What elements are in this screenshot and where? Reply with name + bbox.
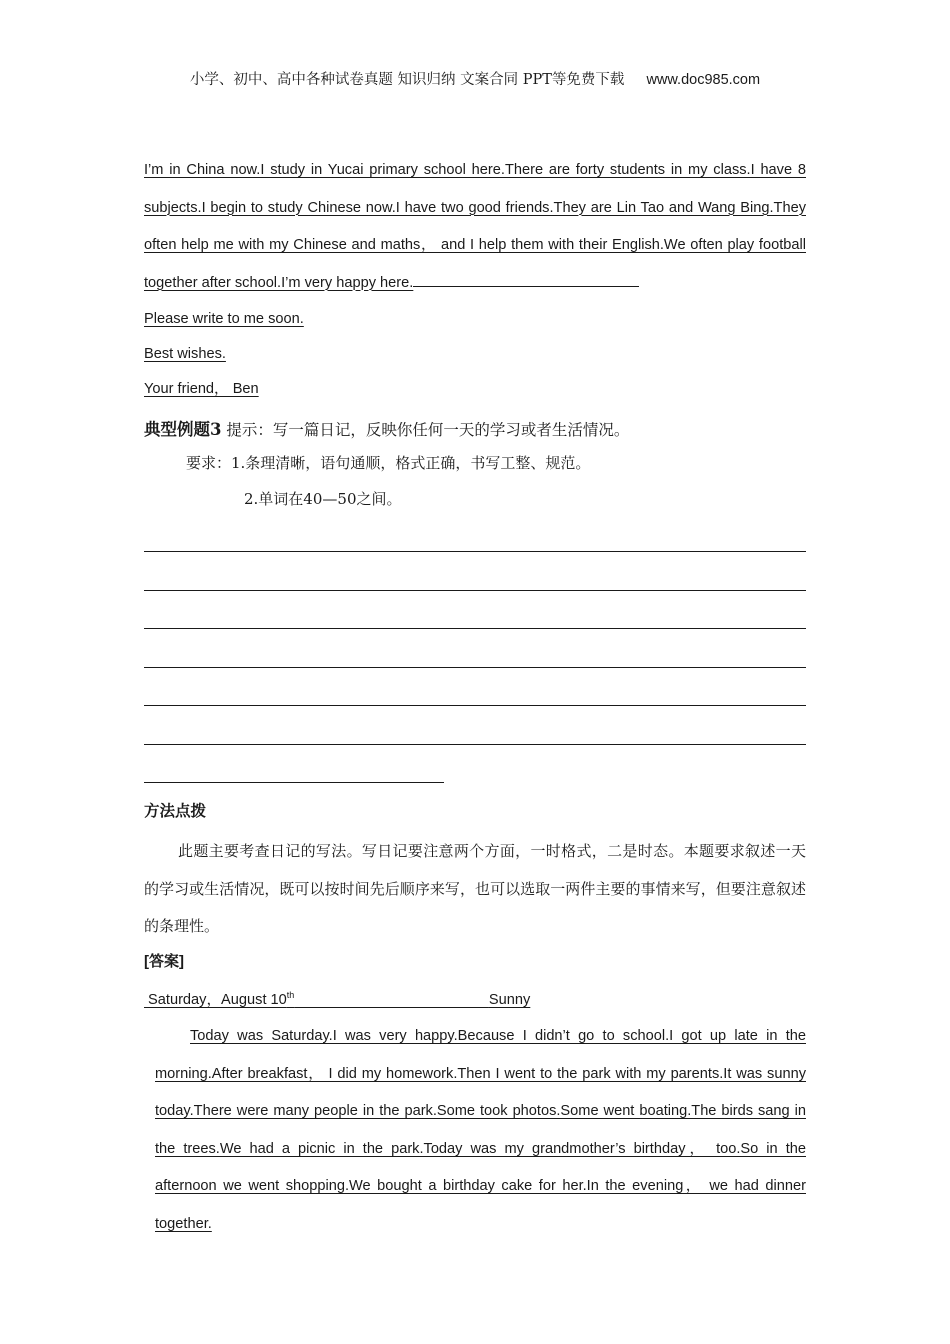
- writing-lines: [144, 517, 806, 783]
- diary-weather: Sunny: [488, 992, 531, 1009]
- writing-line[interactable]: [144, 706, 806, 745]
- page-content: [144, 152, 806, 1243]
- method-text: 此题主要考查日记的写法。写日记要注意两个方面，一时格式，二是时态。本题要求叙述一天的学习或生活情况，既可以按时间先后顺序来写，也可以选取一两件主要的事情来写，但要注意叙述的条理性。: [144, 842, 806, 935]
- page-header: [0, 68, 950, 89]
- letter-body-text: I’m in China now.I study in Yucai primary school here.There are forty students in my class.I have 8 subjects.I begin to study Chinese now.I have two good friends.They are Lin Tao and Wang Bing.They often help me with my Chinese and maths， and I help them with their English.We often play football together after school.I’m very happy here.: [144, 162, 806, 291]
- example-title: [144, 415, 806, 445]
- method-title: 方法点拨: [144, 801, 207, 820]
- header-title: 小学、初中、高中各种试卷真题 知识归纳 文案合同 PPT等免费下载: [189, 72, 625, 88]
- writing-line[interactable]: [144, 629, 806, 668]
- letter-closing-2: Best wishes.: [144, 346, 226, 362]
- diary-date: Saturday，August 10: [144, 992, 287, 1009]
- diary-header: [144, 984, 806, 1013]
- writing-line[interactable]: [144, 517, 806, 552]
- letter-closing-1: Please write to me soon.: [144, 311, 304, 327]
- example-requirement-1: 要求：1.条理清晰，语句通顺，格式正确，书写工整、规范。: [186, 454, 591, 472]
- diary-text: Today was Saturday.I was very happy.Because I didn’t go to school.I got up late in the morning.After breakfast， I did my homework.Then I went to the park with my parents.It was sunny today.There were many people in the park.Some took photos.Some went boating.The birds sang in the trees.We had a picnic in the park.Today was my grandmother’s birthday， too.So in the afternoon we went shopping.We bought a birthday cake for her.In the evening， we had dinner together.: [155, 1028, 806, 1232]
- diary-body: [155, 1018, 806, 1243]
- writing-line[interactable]: [144, 668, 806, 707]
- writing-line[interactable]: [144, 591, 806, 630]
- example-prompt: 提示：写一篇日记，反映你任何一天的学习或者生活情况。: [221, 421, 630, 439]
- letter-answer: [144, 152, 806, 407]
- example-label: 典型例题3: [144, 420, 222, 439]
- answer-label: [答案]: [144, 952, 184, 970]
- writing-line-short[interactable]: [144, 745, 444, 784]
- letter-body: [144, 152, 806, 302]
- letter-tail-line: [413, 274, 639, 287]
- header-site: www.doc985.com: [646, 72, 761, 88]
- diary-date-suffix: th: [286, 990, 295, 1001]
- example-requirement-2: 2.单词在40—50之间。: [244, 490, 402, 508]
- letter-signature: Your friend， Ben: [144, 381, 259, 397]
- writing-line[interactable]: [144, 552, 806, 591]
